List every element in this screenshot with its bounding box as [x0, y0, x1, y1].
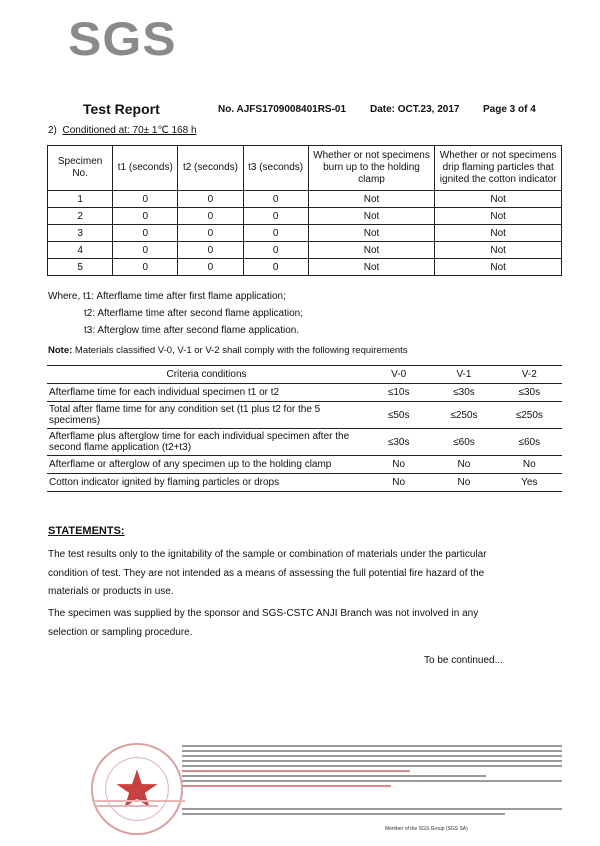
cell: 0: [113, 225, 178, 242]
table-row: [47, 402, 562, 429]
cell: ≤10s: [366, 384, 431, 402]
note-label: Note:: [48, 345, 73, 356]
cell: 2: [48, 208, 113, 225]
cell: 0: [243, 242, 308, 259]
col-header: Whether or not specimens drip flaming particles that ignited the cotton indicator: [435, 146, 562, 191]
cell: ≤30s: [497, 384, 562, 402]
report-title: Test Report: [83, 101, 160, 117]
cell: 0: [178, 242, 243, 259]
cell: No: [431, 474, 496, 492]
col-header: Specimen No.: [48, 146, 113, 191]
note-line: [48, 345, 408, 356]
table-row: [48, 225, 562, 242]
page-number: Page 3 of 4: [483, 104, 536, 115]
cell: Not: [308, 208, 435, 225]
cell: ≤30s: [431, 384, 496, 402]
statements-heading: STATEMENTS:: [48, 525, 125, 537]
burn-results-table: [47, 145, 562, 276]
terms-fine-print: [182, 745, 562, 790]
table-row: [48, 242, 562, 259]
condition-line: [48, 125, 197, 136]
table-row: [48, 259, 562, 276]
statement-paragraph: The test results only to the ignitability of the sample or combination of materials under the particular condition of test. They are not intended as a means of assessing the full potential fire hazard of the materials or products in use.: [48, 549, 487, 597]
col-header: V-1: [431, 366, 496, 384]
col-header: V-2: [497, 366, 562, 384]
cell: 0: [178, 259, 243, 276]
cell: ≤30s: [366, 429, 431, 456]
table-row: [47, 384, 562, 402]
note-text: Materials classified V-0, V-1 or V-2 shall comply with the following requirements: [74, 345, 408, 356]
condition-label: Conditioned at: 70± 1℃ 168 h: [62, 125, 197, 136]
table-header-row: [48, 146, 562, 191]
cell: Not: [308, 191, 435, 208]
cell: ≤60s: [431, 429, 496, 456]
cell: Not: [435, 191, 562, 208]
cell: Afterflame time for each individual specimen t1 or t2: [47, 384, 366, 402]
table-row: [48, 191, 562, 208]
cell: Afterflame or afterglow of any specimen up to the holding clamp: [47, 456, 366, 474]
cell: 0: [243, 225, 308, 242]
cell: 0: [178, 208, 243, 225]
cell: 0: [243, 259, 308, 276]
cell: 0: [178, 225, 243, 242]
cell: Not: [308, 225, 435, 242]
cell: Not: [308, 259, 435, 276]
address-lines: [182, 808, 562, 818]
cell: 0: [178, 191, 243, 208]
cell: ≤50s: [366, 402, 431, 429]
cell: 4: [48, 242, 113, 259]
cell: No: [366, 456, 431, 474]
table-row: [48, 208, 562, 225]
condition-prefix: 2): [48, 125, 57, 136]
report-date: Date: OCT.23, 2017: [370, 104, 460, 115]
where-line: t3: Afterglow time after second flame application.: [84, 325, 300, 336]
seal-caption-lines: [95, 800, 185, 807]
report-number: No. AJFS1709008401RS-01: [218, 104, 347, 115]
cell: No: [366, 474, 431, 492]
cell: 0: [243, 191, 308, 208]
cell: ≤60s: [497, 429, 562, 456]
cell: 3: [48, 225, 113, 242]
company-seal-icon: [88, 740, 186, 838]
cell: Total after flame time for any condition set (t1 plus t2 for the 5 specimens): [47, 402, 366, 429]
cell: Afterflame plus afterglow time for each individual specimen after the second flame application (t2+t3): [47, 429, 366, 456]
sgs-logo: SGS: [68, 12, 177, 66]
cell: Not: [435, 225, 562, 242]
cell: Not: [308, 242, 435, 259]
cell: Not: [435, 259, 562, 276]
statement-paragraph: The specimen was supplied by the sponsor and SGS-CSTC ANJI Branch was not involved in any selection or sampling procedure.: [48, 608, 479, 638]
cell: 0: [243, 208, 308, 225]
where-line: t2: Afterflame time after second flame application;: [84, 308, 303, 319]
table-row: [47, 474, 562, 492]
table-header-row: [47, 366, 562, 384]
cell: 0: [113, 242, 178, 259]
cell: No: [431, 456, 496, 474]
cell: Yes: [497, 474, 562, 492]
col-header: V-0: [366, 366, 431, 384]
cell: Not: [435, 242, 562, 259]
criteria-table: [47, 365, 562, 492]
continued-note: To be continued...: [424, 655, 503, 666]
cell: Cotton indicator ignited by flaming particles or drops: [47, 474, 366, 492]
cell: 1: [48, 191, 113, 208]
cell: ≤250s: [497, 402, 562, 429]
where-notes: [48, 288, 303, 339]
cell: 0: [113, 259, 178, 276]
col-header: t3 (seconds): [243, 146, 308, 191]
table-row: [47, 429, 562, 456]
cell: 0: [113, 208, 178, 225]
member-footer: Member of the SGS Group (SGS SA): [385, 826, 468, 832]
cell: ≤250s: [431, 402, 496, 429]
cell: 0: [113, 191, 178, 208]
col-header: Criteria conditions: [47, 366, 366, 384]
table-row: [47, 456, 562, 474]
cell: 5: [48, 259, 113, 276]
where-line: Where, t1: Afterflame time after first flame application;: [48, 291, 286, 302]
col-header: t1 (seconds): [113, 146, 178, 191]
col-header: Whether or not specimens burn up to the holding clamp: [308, 146, 435, 191]
col-header: t2 (seconds): [178, 146, 243, 191]
cell: No: [497, 456, 562, 474]
cell: Not: [435, 208, 562, 225]
